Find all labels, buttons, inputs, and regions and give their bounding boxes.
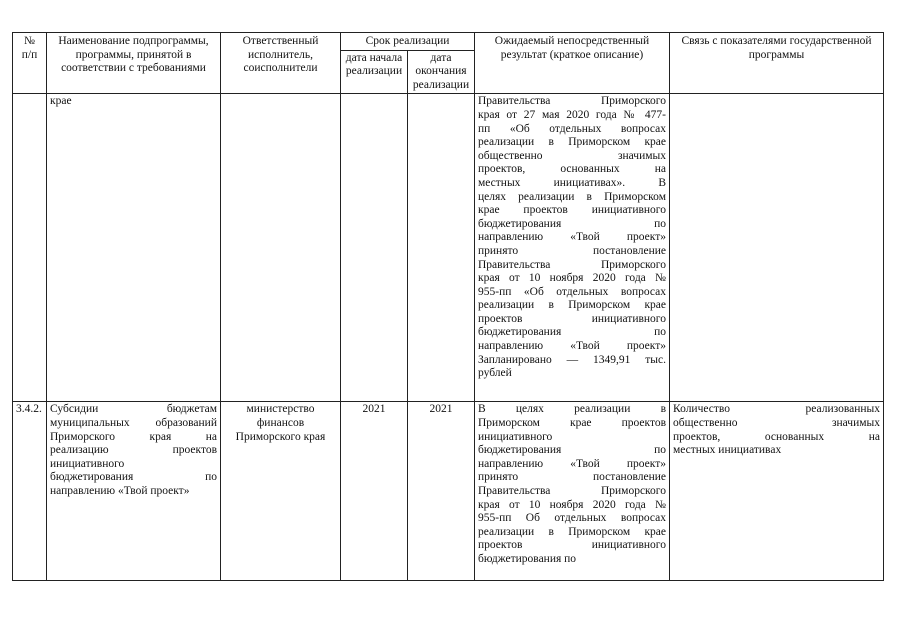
cell-line: инициативного xyxy=(478,430,553,443)
cell-line: 955-пп «Об отдельных вопросах xyxy=(478,285,666,298)
cell-line: проектов, основанных на xyxy=(673,430,880,443)
cell-line: реализации в Приморском крае xyxy=(478,299,666,312)
cell-line: финансов xyxy=(256,416,305,429)
cell-line: проектов, основанных на xyxy=(478,163,666,176)
cell-line: проектов инициативного xyxy=(478,539,666,552)
cell-line: края от 10 ноября 2020 года № xyxy=(478,498,666,511)
header-name: Наименование подпрограммы, программы, принятой в соответствии с требованиями xyxy=(47,33,221,94)
cell-line: направлению «Твой проект» xyxy=(50,484,190,497)
cell-line: направлению «Твой проект» xyxy=(478,457,666,470)
table-header-row xyxy=(13,33,884,51)
cell-line: инициативного xyxy=(50,457,125,470)
cell-line: края от 10 ноября 2020 года № xyxy=(478,272,666,285)
row-start-date xyxy=(341,94,408,402)
header-period: Срок реализации xyxy=(341,33,475,51)
cell-line: края от 27 мая 2020 года № 477- xyxy=(478,108,666,121)
cell-line: бюджетирования по xyxy=(478,217,666,230)
cell-line: 955-пп Об отдельных вопросах xyxy=(478,512,666,525)
row-end-date: 2021 xyxy=(408,402,475,581)
row-link xyxy=(670,94,884,402)
cell-line: бюджетирования по xyxy=(478,326,666,339)
cell-line: Правительства Приморского xyxy=(478,258,666,271)
header-responsible: Ответственный исполнитель, соисполнители xyxy=(221,33,341,94)
cell-line: рублей xyxy=(478,367,512,380)
cell-line: принято постановление xyxy=(478,471,666,484)
row-responsible xyxy=(221,94,341,402)
row-link xyxy=(670,402,884,581)
cell-line: принято постановление xyxy=(478,244,666,257)
header-num: № п/п xyxy=(13,33,47,94)
cell-line: Правительства Приморского xyxy=(478,95,666,108)
row-name xyxy=(47,94,221,402)
cell-line: общественно значимых xyxy=(673,416,880,429)
row-name xyxy=(47,402,221,581)
cell-line: общественно значимых xyxy=(478,149,666,162)
cell-line: бюджетирования по xyxy=(50,471,217,484)
cell-line: местных инициативах». В xyxy=(478,176,666,189)
cell-line: проектов инициативного xyxy=(478,312,666,325)
cell-line: Правительства Приморского xyxy=(478,484,666,497)
cell-line: местных инициативах xyxy=(673,444,782,457)
cell-line: муниципальных образований xyxy=(50,416,217,429)
header-result: Ожидаемый непосредственный результат (краткое описание) xyxy=(475,33,670,94)
row-end-date xyxy=(408,94,475,402)
table-row xyxy=(13,94,884,402)
cell-line: целях реализации в Приморском xyxy=(478,190,666,203)
cell-line: Приморского края на xyxy=(50,430,217,443)
header-start-date: дата начала реализации xyxy=(341,50,408,94)
cell-line: Приморского края xyxy=(235,430,326,443)
cell-line: реализации в Приморском крае xyxy=(478,136,666,149)
cell-line: министерство xyxy=(246,403,315,416)
cell-line: пп «Об отдельных вопросах xyxy=(478,122,666,135)
cell-line: направлению «Твой проект» xyxy=(478,340,666,353)
cell-line: Количество реализованных xyxy=(673,403,880,416)
cell-line: Приморском крае проектов xyxy=(478,416,666,429)
cell-line: направлению «Твой проект» xyxy=(478,231,666,244)
cell-line: Запланировано — 1349,91 тыс. xyxy=(478,353,666,366)
cell-line: крае проектов инициативного xyxy=(478,204,666,217)
cell-line: бюджетирования по xyxy=(478,444,666,457)
row-responsible xyxy=(221,402,341,581)
row-start-date: 2021 xyxy=(341,402,408,581)
cell-line: крае xyxy=(50,95,72,108)
header-link: Связь с показателями государственной программы xyxy=(670,33,884,94)
cell-line: реализацию проектов xyxy=(50,444,217,457)
row-num xyxy=(13,94,47,402)
cell-line: Субсидии бюджетам xyxy=(50,403,217,416)
cell-line: В целях реализации в xyxy=(478,403,666,416)
program-table xyxy=(12,32,884,581)
header-end-date: дата окончания реализации xyxy=(408,50,475,94)
table-row xyxy=(13,402,884,581)
row-result xyxy=(475,94,670,402)
row-result xyxy=(475,402,670,581)
cell-line: бюджетирования по xyxy=(478,552,577,565)
cell-line: реализации в Приморском крае xyxy=(478,525,666,538)
row-num: 3.4.2. xyxy=(13,402,47,581)
